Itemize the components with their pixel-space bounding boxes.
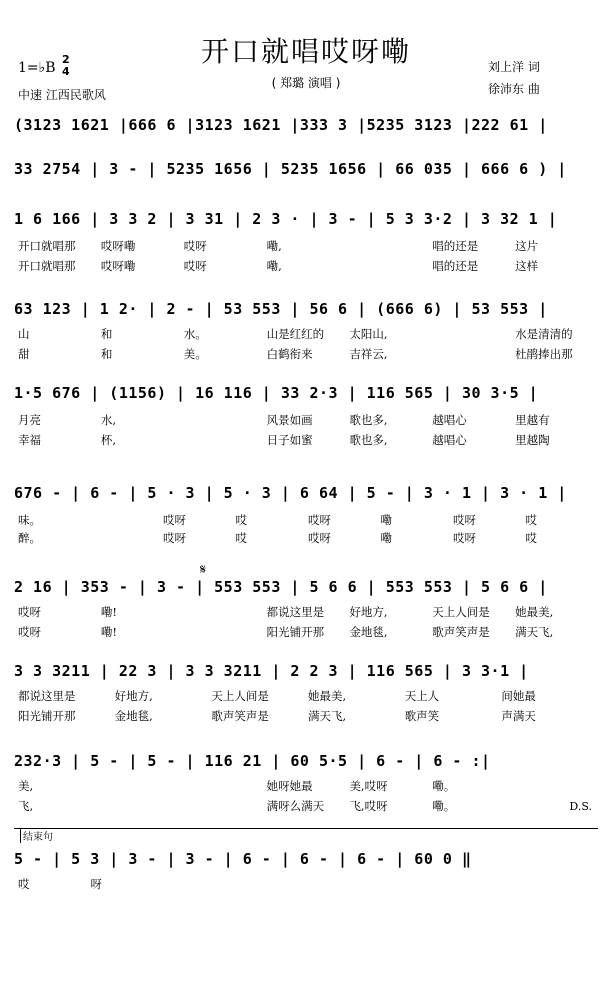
lyrics-row-9a [18, 778, 598, 794]
lyric-cell [184, 798, 267, 814]
lyric-cell [184, 778, 267, 794]
lyric-cell: 开口就唱那 [18, 239, 76, 253]
lyric-cell: 太阳山, [349, 327, 388, 341]
lyrics-row-3a [18, 238, 598, 254]
lyric-cell: 嘞! [100, 625, 117, 639]
lyric-cell: 歌声笑 [404, 709, 440, 723]
lyric-cell: 好地方, [114, 689, 153, 703]
lyric-cell: 这片 [515, 239, 539, 253]
tempo-marking: 中速 江西民歌风 [18, 88, 106, 102]
lyric-cell: 水, [100, 413, 117, 427]
lyric-cell: 哎呀 [163, 531, 186, 545]
lyric-cell: 哎 [525, 531, 537, 545]
segno-sign: 𝄋 [200, 562, 207, 578]
lyric-cell: 里越陶 [515, 433, 550, 447]
lyric-cell: 好地方, [349, 605, 388, 619]
coda-bracket [14, 828, 598, 829]
lyric-cell [91, 530, 164, 546]
lyric-cell [432, 326, 515, 342]
lyrics-row-6b [18, 530, 598, 546]
lyric-cell: 甜 [18, 347, 30, 361]
lyric-cell: 天上人间是 [211, 689, 269, 703]
lyric-cell [101, 798, 184, 814]
lyric-cell: 里越有 [515, 413, 550, 427]
meter-bottom: 4 [62, 65, 70, 78]
lyric-cell: 飞, [18, 799, 34, 813]
lyric-cell: 美, [18, 779, 34, 793]
lyric-cell [453, 876, 526, 892]
music-row-5: 1·5 676 | (1156) | 16 116 | 33 2·3 | 116 565 | 30 3·5 | [14, 384, 539, 402]
lyric-cell: 哎呀 [453, 513, 476, 527]
lyric-cell: 飞,哎呀 [349, 799, 388, 813]
lyric-cell: 日子如蜜 [266, 433, 313, 447]
lyric-cell: 吉祥云, [349, 347, 388, 361]
lyric-cell: 和 [100, 347, 113, 361]
music-row-4: 63 123 | 1 2· | 2 - | 53 553 | 56 6 | (666 6) | 53 553 | [14, 300, 548, 318]
lyrics-row-8b [18, 708, 598, 724]
lyric-cell [349, 238, 432, 254]
lyric-cell: 哎呀 [183, 239, 207, 253]
lyricist-credit: 刘上洋 词 [488, 60, 540, 74]
lyrics-row-5b [18, 432, 598, 448]
lyric-cell [101, 778, 184, 794]
lyric-cell: 哎 [525, 513, 537, 527]
music-row-9: 232·3 | 5 - | 5 - | 116 21 | 60 5·5 | 6 - | 6 - :| [14, 752, 491, 770]
lyric-cell: 嘞, [266, 259, 282, 273]
lyric-cell [184, 624, 267, 640]
composer-credit: 徐沛东 曲 [488, 82, 540, 96]
lyric-cell: 开口就唱那 [18, 259, 76, 273]
lyrics-row-7a [18, 604, 598, 620]
lyric-cell: 天上人间是 [432, 605, 490, 619]
lyric-cell: 哎呀 [183, 259, 207, 273]
lyric-cell: 满呀么满天 [266, 799, 325, 813]
music-row-8: 3 3 3211 | 22 3 | 3 3 3211 | 2 2 3 | 116 565 | 3 3·1 | [14, 662, 529, 680]
lyric-cell: 这样 [515, 259, 539, 273]
lyrics-row-4b [18, 346, 598, 362]
lyric-cell: 越唱心 [432, 433, 467, 447]
music-row-7: 2 16 | 353 - | 3 - | 553 553 | 5 6 6 | 553 553 | 5 6 6 | [14, 578, 548, 596]
lyric-cell: 美。 [183, 347, 207, 361]
dal-segno-mark: D.S. [569, 800, 592, 813]
lyric-cell [349, 258, 432, 274]
lyric-cell [184, 604, 267, 620]
lyric-cell: 和 [100, 327, 113, 341]
lyric-cell: 哎呀嘞 [100, 259, 136, 273]
lyric-cell: 水是清清的 [515, 327, 573, 341]
lyrics-row-10 [18, 876, 598, 892]
lyric-cell: 杯, [100, 433, 117, 447]
lyric-cell [432, 346, 515, 362]
lyric-cell: 水。 [183, 327, 207, 341]
lyric-cell: 天上人 [404, 689, 440, 703]
lyric-cell: 唱的还是 [432, 259, 479, 273]
lyric-cell [381, 876, 454, 892]
music-row-10: 5 - | 5 3 | 3 - | 3 - | 6 - | 6 - | 6 - | 60 0 ‖ [14, 850, 472, 868]
lyric-cell: 哎呀 [18, 605, 41, 619]
lyric-cell: 间她最 [501, 689, 536, 703]
lyric-cell: 都说这里是 [266, 605, 325, 619]
lyric-cell: 山是红红的 [266, 327, 325, 341]
lyric-cell: 满天飞, [515, 625, 554, 639]
lyric-cell: 味。 [18, 513, 41, 527]
lyric-cell: 月亮 [18, 413, 41, 427]
lyric-cell: 唱的还是 [432, 239, 479, 253]
lyrics-row-3b [18, 258, 598, 274]
lyric-cell [163, 876, 236, 892]
lyric-cell: 她最美, [515, 605, 554, 619]
lyric-cell [515, 778, 598, 794]
lyric-cell: 嘞 [380, 531, 392, 545]
lyric-cell: 哎呀嘞 [100, 239, 136, 253]
lyric-cell: 嘞。 [432, 779, 456, 793]
lyric-cell: 醉。 [18, 531, 41, 545]
coda-label: 结束句 [20, 828, 55, 843]
music-row-6: 676 - | 6 - | 5 · 3 | 5 · 3 | 6 64 | 5 - | 3 · 1 | 3 · 1 | [14, 484, 567, 502]
meter-top: 2 [62, 53, 70, 66]
lyric-cell: 歌也多, [349, 433, 388, 447]
lyric-cell: 哎呀 [308, 531, 331, 545]
page-title: 开口就唱哎呀嘞 [200, 35, 411, 68]
music-row-1: (3123 1621 |666 6 |3123 1621 |333 3 |5235 3123 |222 61 | [14, 116, 548, 134]
lyrics-row-8a [18, 688, 598, 704]
lyrics-row-9b [18, 798, 598, 814]
lyric-cell: 呀 [90, 877, 102, 891]
lyric-cell [184, 432, 267, 448]
lyric-cell: 她最美, [308, 689, 347, 703]
lyric-cell: 声满天 [501, 709, 536, 723]
lyric-cell [91, 512, 164, 528]
lyric-cell: 金地毯, [114, 709, 153, 723]
lyric-cell: 哎 [235, 513, 247, 527]
lyric-cell: 风景如画 [266, 413, 313, 427]
time-signature [62, 54, 70, 78]
lyrics-row-6a [18, 512, 598, 528]
lyric-cell: 嘞。 [432, 799, 456, 813]
lyric-cell: 嘞 [380, 513, 392, 527]
lyric-cell: 山 [18, 327, 30, 341]
lyric-cell [526, 876, 599, 892]
key-signature: 1=♭B [18, 60, 56, 76]
lyric-cell [308, 876, 381, 892]
lyric-cell: 阳光铺开那 [266, 625, 325, 639]
lyric-cell: 歌也多, [349, 413, 388, 427]
lyric-cell: 阳光铺开那 [18, 709, 76, 723]
lyric-cell: 歌声笑声是 [432, 625, 490, 639]
lyric-cell [236, 876, 309, 892]
lyric-cell [184, 412, 267, 428]
lyric-cell: 她呀她最 [266, 779, 313, 793]
lyric-cell: 歌声笑声是 [211, 709, 269, 723]
lyrics-row-5a [18, 412, 598, 428]
lyric-cell: 幸福 [18, 433, 41, 447]
lyric-cell: 白鹤衔来 [266, 347, 313, 361]
music-row-3: 1 6 166 | 3 3 2 | 3 31 | 2 3 · | 3 - | 5 3 3·2 | 3 32 1 | [14, 210, 558, 228]
lyric-cell: 哎呀 [18, 625, 41, 639]
lyric-cell: 越唱心 [432, 413, 467, 427]
singer-credit: ( 郑璐 演唱 ) [271, 76, 341, 90]
lyric-cell: 哎 [235, 531, 247, 545]
lyric-cell: 嘞! [100, 605, 117, 619]
lyric-cell: 哎呀 [453, 531, 476, 545]
lyric-cell: 哎呀 [163, 513, 186, 527]
lyrics-row-4a [18, 326, 598, 342]
lyric-cell: 杜鹃捧出那 [515, 347, 573, 361]
lyric-cell: 哎 [18, 877, 30, 891]
lyric-cell: 嘞, [266, 239, 282, 253]
lyric-cell: 美,哎呀 [349, 779, 388, 793]
lyric-cell: 都说这里是 [18, 689, 76, 703]
music-row-2: 33 2754 | 3 - | 5235 1656 | 5235 1656 | 66 035 | 666 6 ) | [14, 160, 567, 178]
lyric-cell: 满天飞, [308, 709, 347, 723]
lyrics-row-7b [18, 624, 598, 640]
lyric-cell: 哎呀 [308, 513, 331, 527]
lyric-cell: 金地毯, [349, 625, 388, 639]
